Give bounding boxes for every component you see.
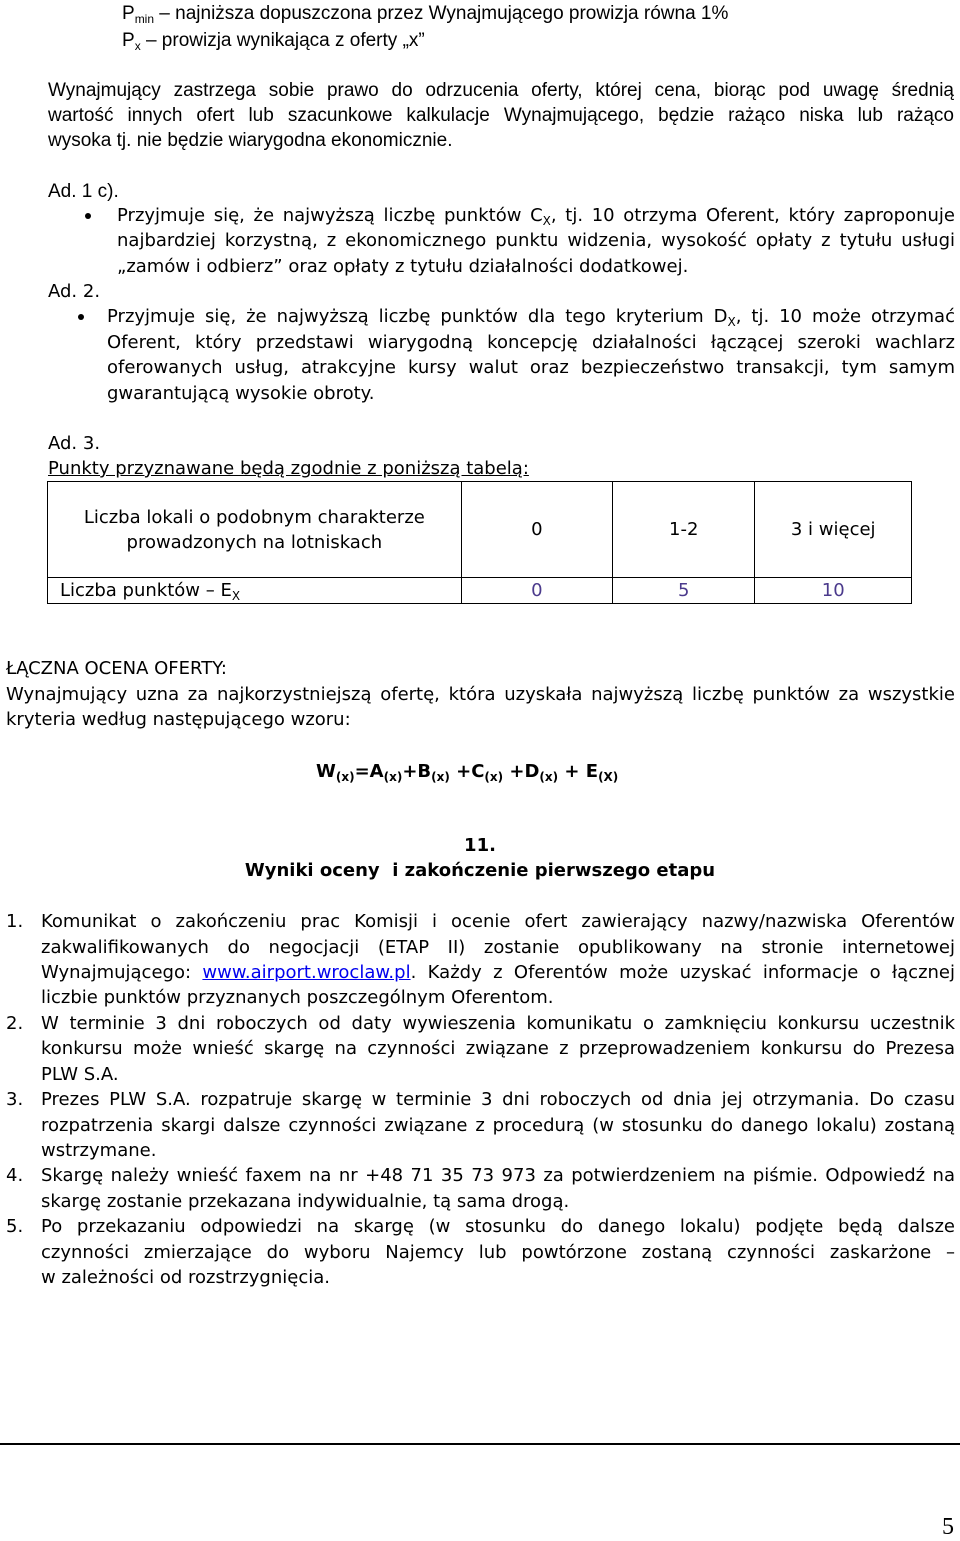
pmin-symbol: P — [122, 3, 135, 24]
score-table-row-label-sub: X — [231, 589, 241, 603]
formula-sub: (x) — [539, 770, 559, 784]
list-item-1-link-suffix: . Każdy z Oferentów może uzyskać informacje o łącznej — [410, 962, 956, 983]
formula-c: +C — [449, 761, 485, 782]
total-line2: kryteria według następującego wzoru: — [6, 709, 351, 730]
ad1c-line1-rest: , tj. 10 otrzyma Oferent, który zaproponuje — [550, 205, 955, 226]
list-item-1-line3 — [41, 961, 955, 985]
ad1c-heading: Ad. 1 c). — [48, 181, 119, 202]
list-item-1-line2: zakwalifikowanych do negocjacji (ETAP II) zostanie opublikowany na stronie internetowej — [41, 937, 955, 958]
ad2-line4: gwarantującą wysokie obroty. — [107, 383, 375, 404]
score-table-column-1: 1-2 — [613, 482, 755, 578]
total-heading: ŁĄCZNA OCENA OFERTY: — [6, 658, 227, 679]
list-item-4-line2: skargę zostanie przekazana indywidualnie, tą sama drogą. — [41, 1191, 570, 1212]
list-item-number: 5. — [6, 1216, 24, 1237]
section-number: 11. — [464, 835, 496, 856]
list-item-5-line2: czynności zmierzające do wyboru Najemcy lub powtórzone zostaną czynności zaskarżone – — [41, 1242, 955, 1263]
ad1c-line1 — [117, 204, 955, 228]
list-item-3-line2: rozpatrzenia skargi dalsze czynności związane z procedurą (w stosunku do danego lokalu) zostaną — [41, 1115, 955, 1136]
reject-paragraph-line3: wysoka tj. nie będzie wiarygodna ekonomicznie. — [48, 130, 453, 151]
list-item-2-line2: konkursu może wnieść skargę na czynności związane z przeprowadzeniem konkursu do Prezesa — [41, 1038, 955, 1059]
list-item-5-line1: Po przekazaniu odpowiedzi na skargę (w stosunku do danego lokalu) podjęte będą dalsze — [41, 1216, 955, 1237]
score-table-header-cell — [48, 482, 462, 578]
ad2-line1-text: Przyjmuje się, że najwyższą liczbę punktów dla tego kryterium D — [107, 306, 728, 327]
page-number: 5 — [942, 1514, 954, 1540]
list-item-3-line1: Prezes PLW S.A. rozpatruje skargę w terminie 3 dni roboczych od dnia jej otrzymania. Do czasu — [41, 1089, 955, 1110]
score-table-row-label-text: Liczba punktów – E — [60, 580, 232, 601]
list-item-4-line1: Skargę należy wnieść faxem na nr +48 71 35 73 973 za potwierdzeniem na piśmie. Odpowiedź na — [41, 1165, 955, 1186]
ad2-line3: oferowanych usług, atrakcyjne kursy walut oraz bezpieczeństwo transakcji, tym samym — [107, 357, 955, 378]
list-item-1-line4: liczbie punktów przyznanych poszczególnym Oferentom. — [41, 987, 554, 1008]
score-table-value-0: 0 — [461, 578, 612, 604]
ad2-line1 — [107, 305, 955, 329]
list-item-1-line1: Komunikat o zakończeniu prac Komisji i ocenie ofert zawierający nazwy/nazwiska Oferentów — [41, 911, 955, 932]
formula-sub: (x) — [335, 770, 355, 784]
reject-paragraph-line1: Wynajmujący zastrzega sobie prawo do odrzucenia oferty, której cena, biorąc pod uwagę średnią — [48, 80, 954, 101]
pmin-text: – najniższa dopuszczona przez Wynajmującego prowizja równa 1% — [154, 3, 729, 24]
formula-w: W — [316, 761, 336, 782]
ad2-line2: Oferent, który przedstawi wiarygodną koncepcję działalności łączącej szeroki wachlarz — [107, 332, 955, 353]
score-table-column-2: 3 i więcej — [755, 482, 912, 578]
formula-e: + E — [558, 761, 599, 782]
list-item-number: 1. — [6, 911, 24, 932]
score-table-row-label — [48, 578, 462, 604]
px-text: – prowizja wynikająca z oferty „x” — [140, 30, 425, 51]
score-table-points-row — [48, 578, 912, 604]
score-table-column-0: 0 — [461, 482, 612, 578]
ad1c-line1-text: Przyjmuje się, że najwyższą liczbę punktów C — [117, 205, 543, 226]
list-item-number: 4. — [6, 1165, 24, 1186]
total-line1: Wynajmujący uzna za najkorzystniejszą ofertę, która uzyskała najwyższą liczbę punktów za wszystkie — [6, 684, 955, 705]
formula-d: +D — [503, 761, 540, 782]
formula-sub: (x) — [383, 770, 403, 784]
formula-a: =A — [354, 761, 384, 782]
list-item-3-line3: wstrzymane. — [41, 1140, 157, 1161]
pmin-definition — [122, 2, 728, 26]
formula-sub: (x) — [431, 770, 450, 784]
formula-b: +B — [402, 761, 432, 782]
ad2-heading: Ad. 2. — [48, 281, 101, 302]
px-subscript: x — [134, 39, 141, 53]
score-table-header-line1: Liczba lokali o podobnym charakterze — [83, 506, 425, 528]
px-definition — [122, 29, 425, 53]
ad3-intro: Punkty przyznawane będą zgodnie z poniższą tabelą: — [48, 458, 529, 479]
score-formula — [316, 760, 618, 784]
ad1c-line2: najbardziej korzystną, z ekonomicznego punktu widzenia, wysokość opłaty z tytułu usługi — [117, 230, 955, 251]
list-item-1-link-prefix: Wynajmującego: — [41, 962, 203, 983]
ad3-heading: Ad. 3. — [48, 433, 101, 454]
bullet-icon — [78, 314, 84, 320]
ad1c-line3: „zamów i odbierz” oraz opłaty z tytułu działalności dodatkowej. — [117, 256, 689, 277]
score-table-header-row — [48, 482, 912, 578]
pmin-subscript: min — [134, 12, 155, 26]
score-table-value-1: 5 — [613, 578, 755, 604]
list-item-2-line3: PLW S.A. — [41, 1064, 119, 1085]
ad2-line1-rest: , tj. 10 może otrzymać — [735, 306, 955, 327]
list-item-number: 2. — [6, 1013, 24, 1034]
footer-divider — [0, 1443, 960, 1445]
formula-sub: (X) — [598, 770, 619, 784]
score-table-value-2: 10 — [755, 578, 912, 604]
section-title: Wyniki oceny i zakończenie pierwszego etapu — [244, 860, 716, 881]
list-item-2-line1: W terminie 3 dni roboczych od daty wywieszenia komunikatu o zamknięciu konkursu uczestnik — [41, 1013, 955, 1034]
reject-paragraph-line2: wartość innych ofert lub szacunkowe kalkulacje Wynajmującego, będzie rażąco niska lub rażąco — [48, 105, 954, 126]
score-table — [47, 481, 912, 604]
px-symbol: P — [122, 30, 135, 51]
bullet-icon — [85, 213, 91, 219]
airport-website-link[interactable]: www.airport.wroclaw.pl — [202, 962, 411, 983]
formula-sub: (x) — [484, 770, 504, 784]
ad2-subscript: X — [727, 315, 736, 329]
score-table-header-line2: prowadzonych na lotniskach — [126, 531, 383, 553]
ad1c-subscript: X — [542, 214, 551, 228]
list-item-5-line3: w zależności od rozstrzygnięcia. — [41, 1267, 330, 1288]
list-item-number: 3. — [6, 1089, 24, 1110]
